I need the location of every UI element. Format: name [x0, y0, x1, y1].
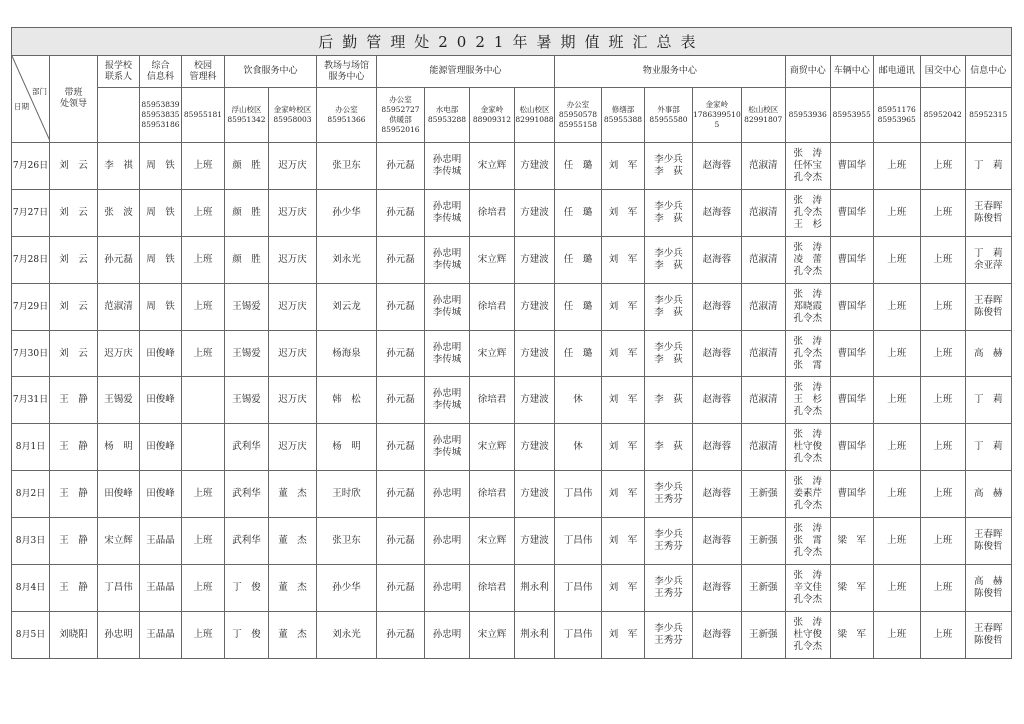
duty-cell: 周 铁	[140, 143, 182, 190]
duty-cell: 丁 莉	[965, 377, 1011, 424]
duty-cell: 丁昌伟	[555, 518, 602, 565]
duty-cell: 方建波	[515, 424, 555, 471]
duty-cell: 任 璐	[555, 236, 602, 283]
duty-cell: 曹国华	[830, 236, 873, 283]
duty-cell: 丁 莉 余亚萍	[965, 236, 1011, 283]
header-campus-management: 校园 管理科	[182, 56, 225, 88]
duty-cell: 孙忠明	[425, 471, 470, 518]
table-row	[12, 283, 1012, 330]
duty-cell: 方建波	[515, 236, 555, 283]
sub-phone: 外事部 85955580	[645, 88, 693, 143]
duty-cell: 上班	[920, 330, 965, 377]
duty-cell: 李 荻	[645, 377, 693, 424]
duty-cell: 宋立辉	[470, 424, 515, 471]
duty-schedule-sheet	[11, 27, 1012, 659]
duty-cell: 上班	[873, 189, 920, 236]
duty-cell: 董 杰	[269, 518, 317, 565]
duty-cell: 徐培君	[470, 283, 515, 330]
duty-cell: 刘 军	[602, 236, 645, 283]
duty-cell: 徐培君	[470, 377, 515, 424]
duty-cell: 丁 莉	[965, 143, 1011, 190]
duty-cell: 孙忠明 李传城	[425, 377, 470, 424]
duty-cell: 上班	[920, 518, 965, 565]
duty-cell: 武利华	[225, 424, 269, 471]
duty-cell: 赵海蓉	[693, 236, 742, 283]
duty-cell: 上班	[873, 330, 920, 377]
sub-phone: 金家岭校区 85958003	[269, 88, 317, 143]
duty-cell: 范淑清	[741, 330, 785, 377]
duty-cell: 任 璐	[555, 189, 602, 236]
duty-cell: 任 璐	[555, 143, 602, 190]
duty-cell: 田俊峰	[140, 377, 182, 424]
duty-cell: 王锡爱	[98, 377, 140, 424]
duty-cell: 董 杰	[269, 565, 317, 612]
duty-cell: 张 涛 辛文佳 孔令杰	[785, 565, 830, 612]
header-property-service: 物业服务中心	[555, 56, 786, 88]
duty-cell: 武利华	[225, 518, 269, 565]
duty-cell: 孙元磊	[377, 424, 425, 471]
corner-label-date: 日期	[14, 102, 29, 111]
header-venue-service: 教场与场馆 服务中心	[317, 56, 377, 88]
duty-cell: 迟万庆	[269, 377, 317, 424]
duty-cell: 刘 军	[602, 330, 645, 377]
header-energy-service: 能源管理服务中心	[377, 56, 555, 88]
duty-cell: 张 波	[98, 189, 140, 236]
duty-cell: 上班	[873, 518, 920, 565]
table-row	[12, 424, 1012, 471]
duty-cell: 迟万庆	[269, 330, 317, 377]
duty-cell: 迟万庆	[269, 143, 317, 190]
duty-cell: 赵海蓉	[693, 377, 742, 424]
duty-cell: 上班	[873, 236, 920, 283]
sub-phone: 85953936	[785, 88, 830, 143]
header-contact: 报学校 联系人	[98, 56, 140, 88]
duty-cell: 上班	[920, 143, 965, 190]
duty-cell: 赵海蓉	[693, 424, 742, 471]
sub-phone: 85953955	[830, 88, 873, 143]
duty-cell: 上班	[873, 471, 920, 518]
sub-contact	[98, 88, 140, 143]
duty-cell: 任 璐	[555, 330, 602, 377]
duty-cell: 王 静	[50, 518, 98, 565]
duty-cell: 荆永利	[515, 611, 555, 658]
duty-cell: 方建波	[515, 518, 555, 565]
duty-cell: 上班	[873, 611, 920, 658]
duty-cell: 田俊峰	[98, 471, 140, 518]
duty-cell: 孙元磊	[377, 143, 425, 190]
duty-cell: 孙元磊	[377, 189, 425, 236]
duty-cell: 刘永光	[317, 236, 377, 283]
table-row	[12, 236, 1012, 283]
corner-label-department: 部门	[32, 87, 47, 96]
duty-cell: 上班	[182, 611, 225, 658]
duty-cell: 上班	[182, 143, 225, 190]
duty-cell: 范淑清	[741, 189, 785, 236]
table-row	[12, 471, 1012, 518]
table-row	[12, 565, 1012, 612]
duty-cell: 曹国华	[830, 424, 873, 471]
header-intl-center: 国交中心	[920, 56, 965, 88]
duty-cell: 上班	[920, 471, 965, 518]
header-trade-center: 商贸中心	[785, 56, 830, 88]
duty-cell: 丁昌伟	[555, 471, 602, 518]
duty-cell: 上班	[873, 424, 920, 471]
duty-cell: 方建波	[515, 143, 555, 190]
duty-cell: 刘 军	[602, 471, 645, 518]
duty-cell: 上班	[182, 189, 225, 236]
duty-cell: 孙少华	[317, 189, 377, 236]
duty-cell: 李少兵 王秀芬	[645, 518, 693, 565]
date-cell: 8月2日	[12, 471, 50, 518]
duty-cell: 刘云龙	[317, 283, 377, 330]
duty-cell: 徐培君	[470, 565, 515, 612]
duty-cell: 范淑清	[741, 283, 785, 330]
duty-cell: 董 杰	[269, 611, 317, 658]
duty-cell: 上班	[182, 283, 225, 330]
duty-cell: 迟万庆	[269, 236, 317, 283]
table-row	[12, 143, 1012, 190]
duty-cell: 赵海蓉	[693, 565, 742, 612]
duty-cell: 李 荻	[645, 424, 693, 471]
duty-cell: 刘 云	[50, 283, 98, 330]
duty-cell: 刘 云	[50, 236, 98, 283]
duty-cell: 李少兵 李 荻	[645, 189, 693, 236]
duty-cell: 王锡爱	[225, 377, 269, 424]
date-cell: 8月5日	[12, 611, 50, 658]
duty-cell: 上班	[182, 471, 225, 518]
duty-cell: 赵海蓉	[693, 143, 742, 190]
duty-cell: 刘 军	[602, 565, 645, 612]
duty-cell: 颜 胜	[225, 143, 269, 190]
duty-cell: 徐培君	[470, 189, 515, 236]
duty-cell: 李少兵 王秀芬	[645, 471, 693, 518]
duty-cell: 李少兵 李 荻	[645, 143, 693, 190]
duty-cell: 张 涛 孔令杰 张 霄	[785, 330, 830, 377]
duty-cell: 方建波	[515, 471, 555, 518]
duty-cell: 杨 明	[317, 424, 377, 471]
sub-phone: 办公室 85951366	[317, 88, 377, 143]
sub-phone: 金家岭 1786399510 5	[693, 88, 742, 143]
duty-cell: 孙元磊	[377, 471, 425, 518]
duty-cell	[182, 377, 225, 424]
schedule-rows	[12, 143, 1012, 659]
sub-phone: 85951176 85953965	[873, 88, 920, 143]
table-row	[12, 377, 1012, 424]
duty-cell: 张 涛 凌 蕾 孔令杰	[785, 236, 830, 283]
duty-cell: 上班	[920, 424, 965, 471]
header-telecom: 邮电通讯	[873, 56, 920, 88]
duty-cell: 休	[555, 424, 602, 471]
sub-phone: 85955181	[182, 88, 225, 143]
duty-cell: 丁 俊	[225, 565, 269, 612]
duty-cell: 孙元磊	[377, 565, 425, 612]
duty-cell: 方建波	[515, 283, 555, 330]
duty-cell: 刘永光	[317, 611, 377, 658]
sub-phone: 松山校区 82991088	[515, 88, 555, 143]
duty-cell: 武利华	[225, 471, 269, 518]
sub-phone: 办公室 85950578 85955158	[555, 88, 602, 143]
duty-cell: 孙元磊	[377, 377, 425, 424]
duty-cell: 丁昌伟	[555, 565, 602, 612]
duty-cell: 王晶晶	[140, 611, 182, 658]
duty-cell: 王春晖 陈俊哲	[965, 611, 1011, 658]
table-row	[12, 189, 1012, 236]
duty-cell: 刘 云	[50, 330, 98, 377]
duty-cell: 刘 云	[50, 143, 98, 190]
duty-cell: 宋立辉	[470, 143, 515, 190]
header-general-office: 综合 信息科	[140, 56, 182, 88]
duty-cell: 杨海泉	[317, 330, 377, 377]
duty-cell: 王锡爱	[225, 283, 269, 330]
duty-cell: 张 涛 王 杉 孔令杰	[785, 377, 830, 424]
duty-cell: 孙忠明 李传城	[425, 424, 470, 471]
duty-cell: 梁 军	[830, 518, 873, 565]
duty-cell: 周 铁	[140, 236, 182, 283]
duty-cell: 赵海蓉	[693, 330, 742, 377]
table-row	[12, 518, 1012, 565]
duty-cell: 周 铁	[140, 189, 182, 236]
duty-cell: 杨 明	[98, 424, 140, 471]
duty-cell: 上班	[920, 283, 965, 330]
duty-cell: 周 铁	[140, 283, 182, 330]
duty-cell: 丁昌伟	[555, 611, 602, 658]
duty-cell: 上班	[182, 236, 225, 283]
duty-cell: 王晶晶	[140, 565, 182, 612]
header-food-service: 饮食服务中心	[225, 56, 317, 88]
duty-cell: 董 杰	[269, 471, 317, 518]
duty-cell: 田俊峰	[140, 471, 182, 518]
duty-cell: 张 涛 任怀宝 孔令杰	[785, 143, 830, 190]
duty-cell: 曹国华	[830, 143, 873, 190]
duty-cell: 孙忠明 李传城	[425, 189, 470, 236]
duty-cell: 张 涛 杜守俊 孔令杰	[785, 424, 830, 471]
duty-cell: 王 静	[50, 565, 98, 612]
duty-cell: 孙元磊	[377, 330, 425, 377]
duty-cell: 王新强	[741, 565, 785, 612]
sub-phone: 办公室 85952727 供暖部 85952016	[377, 88, 425, 143]
date-cell: 7月31日	[12, 377, 50, 424]
duty-cell: 韩 松	[317, 377, 377, 424]
duty-cell: 上班	[873, 143, 920, 190]
page-title: 后勤管理处2021年暑期值班汇总表	[12, 28, 1012, 56]
duty-cell: 任 璐	[555, 283, 602, 330]
duty-cell: 王春晖 陈俊哲	[965, 518, 1011, 565]
header-vehicle-center: 车辆中心	[830, 56, 873, 88]
duty-cell: 李少兵 李 荻	[645, 236, 693, 283]
duty-cell: 高 赫	[965, 471, 1011, 518]
duty-cell: 宋立辉	[98, 518, 140, 565]
duty-cell: 宋立辉	[470, 518, 515, 565]
duty-cell: 赵海蓉	[693, 611, 742, 658]
duty-cell: 李少兵 李 荻	[645, 283, 693, 330]
duty-cell: 颜 胜	[225, 189, 269, 236]
duty-cell: 王新强	[741, 611, 785, 658]
duty-cell: 孙少华	[317, 565, 377, 612]
duty-cell: 刘 军	[602, 518, 645, 565]
duty-cell: 孙忠明	[425, 518, 470, 565]
duty-cell: 荆永利	[515, 565, 555, 612]
duty-cell: 赵海蓉	[693, 189, 742, 236]
duty-cell: 孙忠明 李传城	[425, 143, 470, 190]
sub-phone: 修缮部 85955388	[602, 88, 645, 143]
duty-cell: 范淑清	[741, 377, 785, 424]
duty-cell: 赵海蓉	[693, 283, 742, 330]
duty-cell: 孙元磊	[377, 611, 425, 658]
duty-cell: 孙元磊	[98, 236, 140, 283]
duty-cell: 王晶晶	[140, 518, 182, 565]
duty-cell: 方建波	[515, 377, 555, 424]
duty-cell: 迟万庆	[269, 189, 317, 236]
duty-cell: 高 赫 陈俊哲	[965, 565, 1011, 612]
duty-cell: 上班	[182, 518, 225, 565]
duty-cell: 赵海蓉	[693, 471, 742, 518]
duty-cell: 孙忠明	[98, 611, 140, 658]
duty-cell: 王 静	[50, 471, 98, 518]
duty-cell: 刘 云	[50, 189, 98, 236]
duty-cell: 张 涛 姜素芹 孔令杰	[785, 471, 830, 518]
duty-cell: 王新强	[741, 471, 785, 518]
duty-cell: 孙元磊	[377, 518, 425, 565]
duty-cell: 王春晖 陈俊哲	[965, 189, 1011, 236]
duty-cell: 王锡爱	[225, 330, 269, 377]
duty-cell: 上班	[920, 377, 965, 424]
duty-cell: 孙忠明 李传城	[425, 236, 470, 283]
duty-cell: 曹国华	[830, 283, 873, 330]
duty-cell: 迟万庆	[269, 283, 317, 330]
duty-cell: 王新强	[741, 518, 785, 565]
duty-cell: 张 涛 郑晓霞 孔令杰	[785, 283, 830, 330]
duty-cell: 李少兵 李 荻	[645, 330, 693, 377]
duty-cell	[182, 424, 225, 471]
duty-cell: 曹国华	[830, 377, 873, 424]
duty-cell: 赵海蓉	[693, 518, 742, 565]
duty-cell: 张 涛 张 霄 孔令杰	[785, 518, 830, 565]
duty-cell: 宋立辉	[470, 330, 515, 377]
duty-cell: 王时欣	[317, 471, 377, 518]
duty-cell: 曹国华	[830, 471, 873, 518]
duty-cell: 李 祺	[98, 143, 140, 190]
duty-cell: 王 静	[50, 424, 98, 471]
duty-cell: 高 赫	[965, 330, 1011, 377]
duty-cell: 刘 军	[602, 611, 645, 658]
date-cell: 7月28日	[12, 236, 50, 283]
sub-phone: 85952315	[965, 88, 1011, 143]
duty-cell: 范淑清	[741, 424, 785, 471]
duty-cell: 孙元磊	[377, 283, 425, 330]
duty-cell: 范淑清	[98, 283, 140, 330]
duty-cell: 上班	[873, 283, 920, 330]
sub-phone: 水电部 85953288	[425, 88, 470, 143]
duty-cell: 上班	[873, 377, 920, 424]
duty-cell: 刘 军	[602, 283, 645, 330]
duty-cell: 上班	[920, 236, 965, 283]
date-cell: 8月3日	[12, 518, 50, 565]
duty-cell: 刘 军	[602, 424, 645, 471]
duty-cell: 梁 军	[830, 611, 873, 658]
duty-cell: 张卫东	[317, 518, 377, 565]
duty-cell: 徐培君	[470, 471, 515, 518]
duty-cell: 范淑清	[741, 143, 785, 190]
date-cell: 7月27日	[12, 189, 50, 236]
corner-diagonal	[12, 56, 50, 141]
duty-cell: 王 静	[50, 377, 98, 424]
sub-phone: 浮山校区 85951342	[225, 88, 269, 143]
duty-cell: 上班	[920, 611, 965, 658]
duty-cell: 刘晓阳	[50, 611, 98, 658]
duty-cell: 孙忠明	[425, 611, 470, 658]
duty-cell: 上班	[182, 565, 225, 612]
duty-cell: 刘 军	[602, 377, 645, 424]
duty-cell: 田俊峰	[140, 424, 182, 471]
date-cell: 7月29日	[12, 283, 50, 330]
duty-cell: 孙忠明	[425, 565, 470, 612]
duty-cell: 李少兵 王秀芬	[645, 565, 693, 612]
duty-cell: 孙元磊	[377, 236, 425, 283]
sub-phone: 松山校区 82991807	[741, 88, 785, 143]
duty-cell: 曹国华	[830, 189, 873, 236]
duty-cell: 方建波	[515, 330, 555, 377]
duty-cell: 张 涛 孔令杰 王 杉	[785, 189, 830, 236]
duty-cell: 丁 莉	[965, 424, 1011, 471]
date-cell: 7月26日	[12, 143, 50, 190]
duty-cell: 张卫东	[317, 143, 377, 190]
duty-cell: 方建波	[515, 189, 555, 236]
duty-cell: 张 涛 杜守俊 孔令杰	[785, 611, 830, 658]
table-row	[12, 611, 1012, 658]
duty-cell: 上班	[920, 565, 965, 612]
duty-cell: 上班	[182, 330, 225, 377]
duty-cell: 刘 军	[602, 189, 645, 236]
duty-schedule-table	[11, 27, 1012, 659]
sub-phone: 85952042	[920, 88, 965, 143]
duty-cell: 上班	[920, 189, 965, 236]
duty-cell: 范淑清	[741, 236, 785, 283]
duty-cell: 田俊峰	[140, 330, 182, 377]
duty-cell: 宋立辉	[470, 236, 515, 283]
header-lead: 带班 处领导	[50, 56, 98, 143]
duty-cell: 迟万庆	[98, 330, 140, 377]
header-info-center: 信息中心	[965, 56, 1011, 88]
duty-cell: 颜 胜	[225, 236, 269, 283]
date-cell: 8月4日	[12, 565, 50, 612]
duty-cell: 宋立辉	[470, 611, 515, 658]
corner-header	[12, 56, 50, 143]
sub-phone: 金家岭 88909312	[470, 88, 515, 143]
duty-cell: 孙忠明 李传城	[425, 330, 470, 377]
duty-cell: 休	[555, 377, 602, 424]
duty-cell: 上班	[873, 565, 920, 612]
date-cell: 7月30日	[12, 330, 50, 377]
duty-cell: 丁 俊	[225, 611, 269, 658]
table-row	[12, 330, 1012, 377]
duty-cell: 梁 军	[830, 565, 873, 612]
sub-phone: 85953839 85953835 85953186	[140, 88, 182, 143]
duty-cell: 刘 军	[602, 143, 645, 190]
duty-cell: 孙忠明 李传城	[425, 283, 470, 330]
duty-cell: 迟万庆	[269, 424, 317, 471]
duty-cell: 曹国华	[830, 330, 873, 377]
duty-cell: 李少兵 王秀芬	[645, 611, 693, 658]
duty-cell: 丁昌伟	[98, 565, 140, 612]
duty-cell: 王春晖 陈俊哲	[965, 283, 1011, 330]
date-cell: 8月1日	[12, 424, 50, 471]
